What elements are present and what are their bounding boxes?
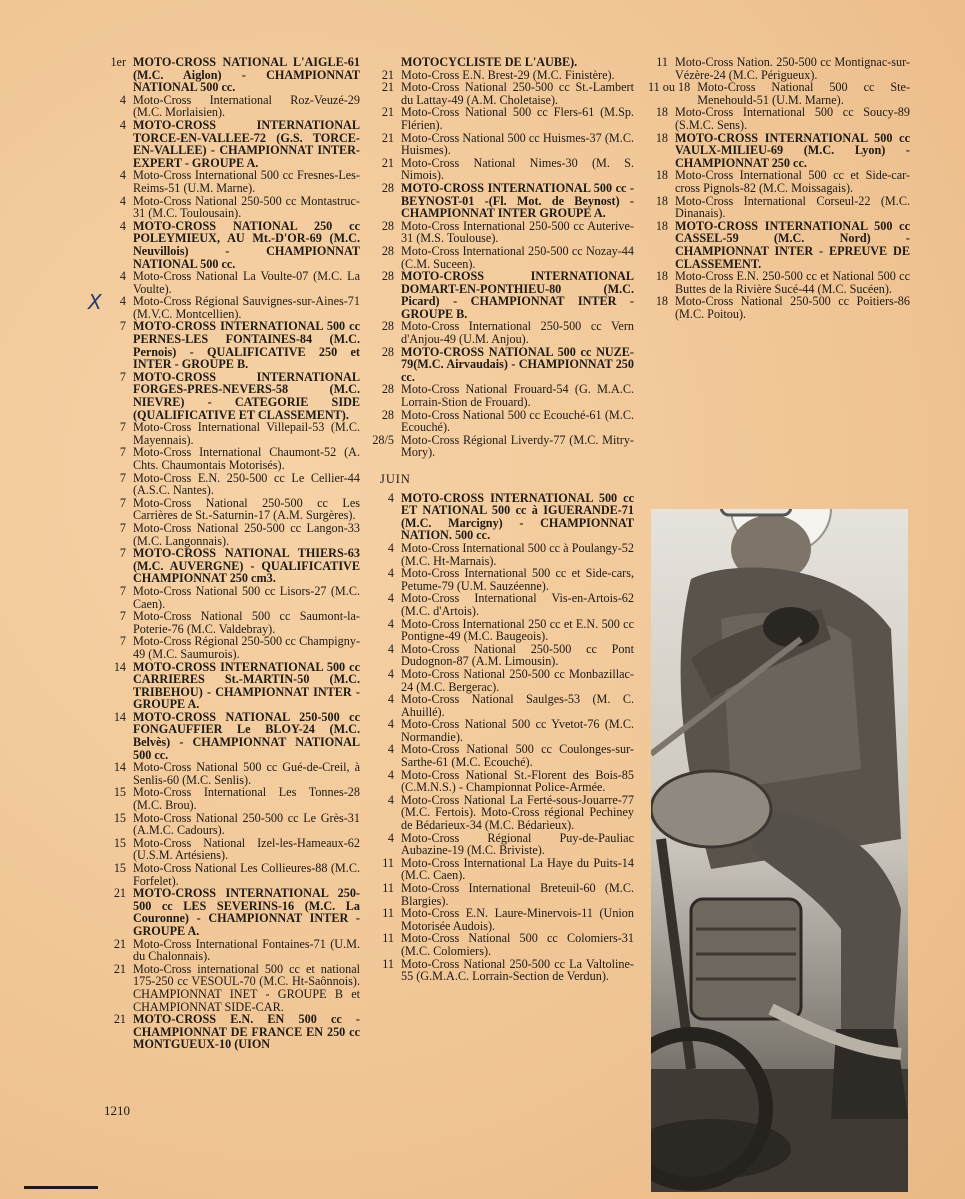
entry-date: 4 [119, 269, 126, 284]
entry-text: Moto-Cross National 250-500 cc Poitiers-86 (M.C. Poitou). [675, 294, 910, 321]
entry-text: Moto-Cross National Nimes-30 (M. S. Nimois). [401, 155, 634, 183]
entry-text: Moto-Cross National 250-500 cc Les Carrières de St.-Saturnin-17 (A.M. Surgères). [133, 495, 360, 523]
calendar-entry [104, 94, 360, 119]
entry-date: 21 [113, 886, 126, 901]
calendar-entry [104, 119, 360, 169]
entry-date [372, 56, 401, 69]
entry-date: 7 [119, 319, 126, 334]
entry-date: 4 [119, 92, 126, 107]
calendar-entry [104, 711, 360, 761]
calendar-entry [372, 857, 634, 882]
entry-date: 28 [381, 344, 394, 359]
calendar-entry [372, 270, 634, 320]
calendar-entry [104, 938, 360, 963]
calendar-entry [104, 761, 360, 786]
calendar-entry [104, 220, 360, 270]
entry-date: 21 [381, 80, 394, 95]
entry-date: 14 [113, 709, 126, 724]
calendar-entry [372, 718, 634, 743]
calendar-entry [372, 794, 634, 832]
entry-date: 11 [382, 931, 394, 946]
calendar-entry [372, 769, 634, 794]
calendar-entry [372, 567, 634, 592]
calendar-entry [372, 434, 634, 459]
entry-date: 4 [387, 641, 394, 656]
calendar-column-2 [372, 56, 634, 983]
entry-text: MOTO-CROSS NATIONAL 500 cc NUZE-79(M.C. Airvaudais) - CHAMPIONNAT 250 cc. [401, 344, 634, 384]
entry-date: 21 [381, 67, 394, 82]
entry-text: Moto-Cross National Frouard-54 (G. M.A.C. Lorrain-Stion de Frouard). [401, 382, 634, 410]
entry-text: Moto-Cross International 250-500 cc Vern d'Anjou-49 (U.M. Anjou). [401, 319, 634, 347]
entry-date: 4 [119, 168, 126, 183]
entry-date: 21 [381, 105, 394, 120]
calendar-entry [104, 812, 360, 837]
calendar-entry [648, 270, 910, 295]
calendar-entry [104, 661, 360, 711]
entry-text: MOTO-CROSS NATIONAL THIERS-63 (M.C. AUVERGNE) - QUALIFICATIVE CHAMPIONNAT 250 cm3. [133, 546, 360, 586]
entry-text: Moto-Cross Nation. 250-500 cc Montignac-sur-Vézère-24 (M.C. Périgueux). [675, 55, 910, 82]
entry-text: MOTO-CROSS NATIONAL L'AIGLE-61 (M.C. Aiglon) - CHAMPIONNAT NATIONAL 500 cc. [133, 55, 360, 95]
entry-date: 1er [110, 55, 126, 69]
rider-illustration [651, 509, 908, 1192]
entry-date: 7 [119, 546, 126, 561]
entry-text: Moto-Cross International 250-500 cc Auterive-31 (M.S. Toulouse). [401, 218, 634, 246]
entry-date: 15 [113, 835, 126, 850]
calendar-entry [104, 497, 360, 522]
entry-date: 11 [382, 956, 394, 971]
calendar-entry [104, 585, 360, 610]
calendar-entry [372, 832, 634, 857]
calendar-entry [648, 195, 910, 220]
entry-text: MOTO-CROSS NATIONAL 250 cc POLEYMIEUX, AU Mt.-D'OR-69 (M.C. Neuvillois) - CHAMPIONNAT NATIONAL 500 cc. [133, 218, 360, 271]
entry-text: Moto-Cross International Vis-en-Artois-62 (M.C. d'Artois). [401, 591, 634, 618]
entry-date: 4 [387, 666, 394, 681]
entry-text: MOTOCYCLISTE DE L'AUBE). [401, 55, 578, 69]
entry-text: Moto-Cross National 500 cc Gué-de-Creil, à Senlis-60 (M.C. Senlis). [133, 760, 360, 787]
entry-date: 21 [113, 1012, 126, 1027]
entry-date: 28/5 [372, 432, 394, 447]
entry-text: Moto-Cross National 250-500 cc Le Grès-31 (A.M.C. Cadours). [133, 810, 360, 838]
entry-text: Moto-Cross Régional Puy-de-Pauliac Aubazine-19 (M.C. Briviste). [401, 830, 634, 858]
entry-text: Moto-Cross International Chaumont-52 (A. Chts. Chaumontais Motorisés). [133, 445, 360, 472]
entry-date: 7 [119, 495, 126, 510]
calendar-entry [648, 295, 910, 320]
entry-text: Moto-Cross International 500 cc et Side-cars, Petume-79 (U.M. Sauzéenne). [401, 566, 634, 593]
calendar-entry [104, 522, 360, 547]
calendar-entry [372, 618, 634, 643]
calendar-entry [372, 182, 634, 220]
entry-date: 28 [381, 218, 394, 233]
entry-text: Moto-Cross National 500 cc Yvetot-76 (M.C. Normandie). [401, 717, 634, 744]
entry-text: Moto-Cross National La Ferté-sous-Jouarre-77 (M.C. Fertois). Moto-Cross régional Pechiney de Bédarieux-34 (M.C. Bédarieux). [401, 792, 634, 833]
entry-date: 18 [655, 130, 668, 145]
entry-date: 15 [113, 785, 126, 800]
entry-text: Moto-Cross National 250-500 cc Montastruc-31 (M.C. Toulousain). [133, 193, 360, 221]
month-heading-juin: JUIN [380, 472, 411, 486]
calendar-entry [104, 862, 360, 887]
calendar-entry [372, 958, 634, 983]
entry-text: MOTO-CROSS INTERNATIONAL 500 cc CASSEL-59 (M.C. Nord) - CHAMPIONNAT INTER - EPREUVE DE CLASSEMENT. [675, 218, 910, 271]
entry-date: 11 ou 18 [648, 80, 691, 95]
calendar-entry [104, 963, 360, 1013]
entry-date: 18 [655, 218, 668, 233]
entry-text: Moto-Cross International Corseul-22 (M.C. Dinanais). [675, 193, 910, 221]
calendar-entry [372, 907, 634, 932]
calendar-entry [372, 643, 634, 668]
entry-date: 28 [381, 382, 394, 397]
entry-date: 11 [382, 881, 394, 895]
entry-text: Moto-Cross National St.-Florent des Bois-85 (C.M.N.S.) - Championnat Police-Armée. [401, 767, 634, 795]
calendar-entry [372, 668, 634, 693]
entry-date: 14 [113, 659, 126, 674]
entry-text: Moto-Cross National 250-500 cc St.-Lambert du Lattay-49 (A.M. Choletaise). [401, 80, 634, 107]
calendar-entry [648, 220, 910, 270]
calendar-entry [372, 220, 634, 245]
entry-text: MOTO-CROSS INTERNATIONAL 500 cc VAULX-MILIEU-69 (M.C. Lyon) - CHAMPIONNAT 250 cc. [675, 130, 910, 170]
calendar-entry [104, 195, 360, 220]
calendar-entry [372, 492, 634, 542]
entry-text: Moto-Cross National Izel-les-Hameaux-62 (U.S.M. Artésiens). [133, 835, 360, 863]
calendar-entry [372, 346, 634, 384]
entry-text: Moto-Cross National Saulges-53 (M. C. Ahuillé). [401, 692, 634, 719]
entry-text: Moto-Cross E.N. Laure-Minervois-11 (Union Motorisée Audois). [401, 906, 634, 933]
calendar-entry [104, 56, 360, 94]
calendar-entry [104, 421, 360, 446]
calendar-entry [104, 837, 360, 862]
entry-text: Moto-Cross National 500 cc Ecouché-61 (M.C. Ecouché). [401, 407, 634, 435]
entry-text: MOTO-CROSS E.N. EN 500 cc - CHAMPIONNAT DE FRANCE EN 250 cc MONTGUEUX-10 (UION [133, 1012, 360, 1052]
entry-date: 11 [656, 55, 668, 69]
entry-date: 15 [113, 810, 126, 825]
entry-date: 18 [655, 193, 668, 208]
entry-date: 4 [387, 767, 394, 782]
calendar-entry [104, 295, 360, 320]
calendar-entry [104, 635, 360, 660]
calendar-entry [372, 542, 634, 567]
entry-text: Moto-Cross International 250 cc et E.N. 500 cc Pontigne-49 (M.C. Baugeois). [401, 616, 634, 644]
calendar-entry [104, 270, 360, 295]
entry-date: 4 [119, 218, 126, 233]
entry-date: 7 [119, 420, 126, 435]
entry-date: 4 [387, 591, 394, 606]
entry-date: 7 [119, 369, 126, 384]
entry-date: 4 [387, 490, 394, 505]
entry-date: 18 [655, 294, 668, 309]
entry-date: 4 [119, 294, 126, 309]
entry-text: Moto-Cross National La Voulte-07 (M.C. La Voulte). [133, 269, 360, 296]
entry-date: 11 [382, 906, 394, 921]
entry-text: Moto-Cross international 500 cc et national 175-250 cc VESOUL-70 (M.C. Ht-Saônnois). CHAMPIONNAT INET - GROUPE B et CHAMPIONNAT SIDE-CAR. [133, 961, 360, 1014]
entry-text: Moto-Cross International 500 cc et Side-car-cross Pignols-82 (M.C. Moissagais). [675, 168, 910, 195]
calendar-entry [372, 56, 634, 69]
calendar-entry [372, 383, 634, 408]
entry-text: Moto-Cross International 500 cc Soucy-89 (S.M.C. Sens). [675, 105, 910, 132]
calendar-entry [372, 245, 634, 270]
calendar-entry [104, 169, 360, 194]
entry-text: MOTO-CROSS INTERNATIONAL 500 cc -BEYNOST-01 -(Fl. Mot. de Beynost) - CHAMPIONNAT INTER GROUPE A. [401, 180, 634, 221]
entry-text: Moto-Cross E.N. 250-500 cc Le Cellier-44 (A.S.C. Nantes). [133, 470, 360, 498]
entry-date: 18 [655, 168, 668, 183]
calendar-entry [372, 743, 634, 768]
entry-text: Moto-Cross International 500 cc à Poulangy-52 (M.C. Ht-Marnais). [401, 540, 634, 568]
entry-date: 4 [387, 742, 394, 757]
calendar-entry [372, 932, 634, 957]
entry-text: Moto-Cross National 250-500 cc Pont Dudognon-87 (A.M. Limousin). [401, 641, 634, 669]
entry-date: 4 [387, 717, 394, 732]
entry-date: 4 [119, 117, 126, 132]
calendar-entry [372, 320, 634, 345]
entry-text: Moto-Cross E.N. Brest-29 (M.C. Finistère). [401, 67, 615, 82]
calendar-entry [648, 132, 910, 170]
entry-date: 28 [381, 180, 394, 195]
entry-text: Moto-Cross International Roz-Veuzé-29 (M.C. Morlaisien). [133, 92, 360, 120]
entry-date: 21 [113, 961, 126, 976]
entry-text: MOTO-CROSS INTERNATIONAL TORCE-EN-VALLEE-72 (G.S. TORCE-EN-VALLEE) - CHAMPIONNAT INTER-EXPERT - GROUPE A. [133, 117, 360, 170]
entry-text: MOTO-CROSS INTERNATIONAL 500 cc PERNES-LES FONTAINES-84 (M.C. Pernois) - QUALIFICATIVE 250 et INTER - GROUPE B. [133, 319, 360, 372]
entry-date: 7 [119, 470, 126, 485]
entry-text: Moto-Cross International 250-500 cc Nozay-44 (C.M. Suceen). [401, 243, 634, 271]
entry-date: 7 [119, 520, 126, 535]
calendar-entry [372, 81, 634, 106]
page-number: 1210 [104, 1103, 130, 1118]
entry-text: Moto-Cross International La Haye du Puits-14 (M.C. Caen). [401, 855, 634, 883]
entry-date: 4 [387, 540, 394, 555]
calendar-entry [372, 592, 634, 617]
motocross-rider-photo [651, 509, 908, 1192]
entry-date: 21 [381, 155, 394, 170]
calendar-entry [372, 693, 634, 718]
entry-date: 21 [381, 130, 394, 145]
bottom-rule [24, 1186, 98, 1189]
entry-date: 4 [387, 830, 394, 845]
entry-text: Moto-Cross International Breteuil-60 (M.C. Blargies). [401, 881, 634, 908]
entry-text: Moto-Cross National 500 cc Colomiers-31 (M.C. Colomiers). [401, 931, 634, 958]
entry-text: Moto-Cross Régional Liverdy-77 (M.C. Mitry-Mory). [401, 432, 634, 460]
calendar-column-3 [648, 56, 910, 320]
calendar-entry [104, 446, 360, 471]
entry-text: Moto-Cross National 250-500 cc La Valtoline-55 (G.M.A.C. Lorrain-Section de Verdun). [401, 956, 634, 984]
calendar-entry [372, 132, 634, 157]
entry-text: Moto-Cross National 500 cc Ste-Menehould-51 (U.M. Marne). [697, 80, 910, 107]
entry-text: Moto-Cross National 250-500 cc Langon-33 (M.C. Langonnais). [133, 520, 360, 548]
calendar-entry [648, 81, 910, 106]
entry-text: Moto-Cross Régional 250-500 cc Champigny-49 (M.C. Saumurois). [133, 634, 360, 661]
entry-text: Moto-Cross National 500 cc Saumont-la-Poterie-76 (M.C. Valdebray). [133, 609, 360, 636]
entry-text: Moto-Cross National 500 cc Huismes-37 (M.C. Huismes). [401, 130, 634, 158]
calendar-entry [372, 409, 634, 434]
calendar-column-1 [104, 56, 360, 1051]
entry-text: MOTO-CROSS INTERNATIONAL 250-500 cc LES SEVERINS-16 (M.C. La Couronne) - CHAMPIONNAT INTER - GROUPE A. [133, 886, 360, 938]
entry-text: MOTO-CROSS INTERNATIONAL 500 cc ET NATIONAL 500 cc à IGUERANDE-71 (M.C. Marcigny) - CHAMPIONNAT NATION. 500 cc. [401, 490, 634, 543]
entry-text: Moto-Cross National 500 cc Lisors-27 (M.C. Caen). [133, 583, 360, 611]
entry-text: MOTO-CROSS NATIONAL 250-500 cc FONGAUFFIER Le BLOY-24 (M.C. Belvès) - CHAMPIONNAT NATIONAL 500 cc. [133, 709, 360, 762]
entry-date: 4 [119, 193, 126, 208]
entry-text: Moto-Cross International 500 cc Fresnes-Les-Reims-51 (U.M. Marne). [133, 168, 360, 195]
entry-date: 4 [387, 616, 394, 631]
entry-date: 28 [381, 243, 394, 258]
entry-date: 4 [387, 692, 394, 707]
calendar-entry [648, 169, 910, 194]
handwritten-x-mark: X [88, 290, 102, 314]
calendar-entry [104, 320, 360, 370]
entry-date: 28 [381, 319, 394, 334]
entry-text: Moto-Cross Régional Sauvignes-sur-Aines-71 (M.V.C. Montcellien). [133, 294, 360, 321]
calendar-entry [104, 887, 360, 937]
entry-date: 7 [119, 445, 126, 460]
entry-text: Moto-Cross E.N. 250-500 cc et National 500 cc Buttes de la Rivière Sucé-44 (M.C. Sucéen). [675, 269, 910, 296]
calendar-entry [372, 157, 634, 182]
calendar-entry [648, 106, 910, 131]
entry-text: Moto-Cross National 500 cc Coulonges-sur-Sarthe-61 (M.C. Ecouché). [401, 742, 634, 770]
entry-date: 15 [113, 861, 126, 875]
entry-date: 7 [119, 634, 126, 649]
entry-date: 7 [119, 583, 126, 598]
entry-date: 28 [381, 407, 394, 422]
entry-text: MOTO-CROSS INTERNATIONAL 500 cc CARRIERES St.-MARTIN-50 (M.C. TRIBEHOU) - CHAMPIONNAT INTER - GROUPE A. [133, 659, 360, 712]
entry-text: MOTO-CROSS INTERNATIONAL FORGES-PRES-NEVERS-58 (M.C. NIEVRE) - CATEGORIE SIDE (QUALIFICATIVE ET CLASSEMENT). [133, 369, 360, 422]
entry-date: 18 [655, 269, 668, 284]
entry-date: 21 [113, 936, 126, 951]
entry-date: 28 [381, 269, 394, 284]
entry-text: Moto-Cross International Villepail-53 (M.C. Mayennais). [133, 420, 360, 447]
calendar-entry [104, 371, 360, 421]
entry-text: Moto-Cross National 250-500 cc Monbazillac-24 (M.C. Bergerac). [401, 666, 634, 694]
entry-text: Moto-Cross International Les Tonnes-28 (M.C. Brou). [133, 785, 360, 813]
entry-date: 14 [113, 760, 126, 775]
entry-date: 18 [655, 105, 668, 120]
entry-text: Moto-Cross National 500 cc Flers-61 (M.Sp. Flérien). [401, 105, 634, 132]
entry-text: Moto-Cross International Fontaines-71 (U.M. du Chalonnais). [133, 936, 360, 964]
calendar-entry [104, 472, 360, 497]
entry-date: 7 [119, 609, 126, 624]
calendar-entry [372, 106, 634, 131]
entry-text: Moto-Cross National Les Collieures-88 (M.C. Forfelet). [133, 861, 360, 888]
calendar-entry [648, 56, 910, 81]
entry-date: 4 [387, 792, 394, 807]
calendar-entry [104, 610, 360, 635]
calendar-entry [104, 547, 360, 585]
calendar-entry [104, 786, 360, 811]
entry-date: 4 [387, 566, 394, 581]
calendar-entry [372, 882, 634, 907]
entry-text: MOTO-CROSS INTERNATIONAL DOMART-EN-PONTHIEU-80 (M.C. Picard) - CHAMPIONNAT INTER - GROUPE B. [401, 269, 634, 321]
entry-date: 11 [382, 855, 394, 870]
calendar-entry [104, 1013, 360, 1051]
